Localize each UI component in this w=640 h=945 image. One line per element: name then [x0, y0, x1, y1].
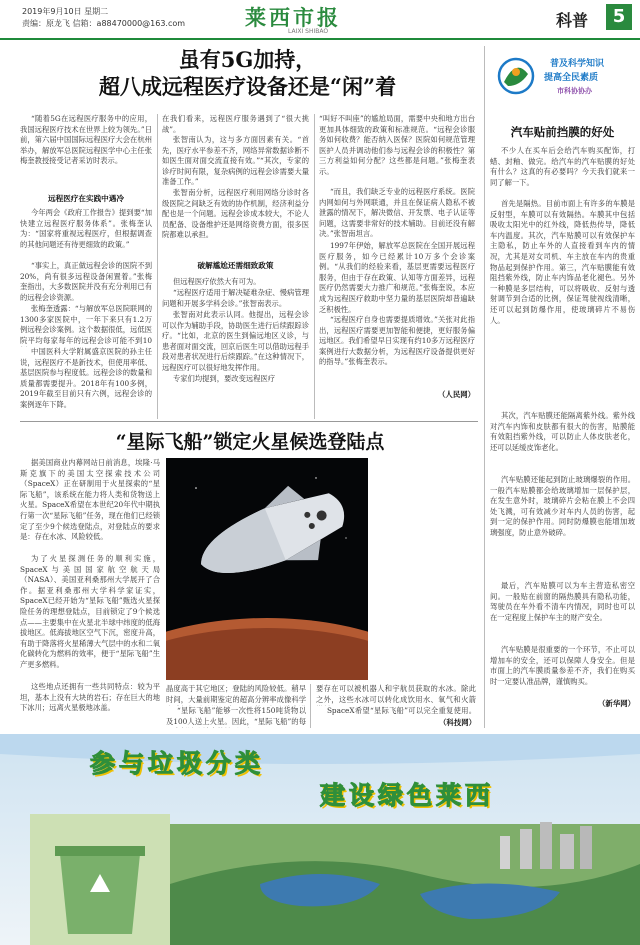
main-article-col3 — [319, 114, 475, 424]
paragraph: 专家们均提到，要改变远程医疗 — [172, 374, 276, 383]
starship-col3 — [316, 684, 476, 728]
side-article-body — [490, 146, 635, 728]
masthead-subtitle: LAIXI SHIBAO — [288, 28, 329, 35]
column-divider — [314, 114, 315, 419]
paragraph: 在我们看来，远程医疗服务遇到了“很大挑战”。 — [162, 114, 309, 134]
subheading: 破解尴尬还需细致政策 — [197, 261, 274, 270]
logo-sponsor: 市科协协办 — [557, 87, 592, 95]
paragraph: “远程医疗自身也需要提质增效。”关张对此指出，远程医疗需要更加智能和便捷，更好服务偏远地区。我们希望早日实现有约10多万远程医疗案例进行大数据分析，为远程医疗设备提供更好的指导。”张梅奎表示。 — [319, 315, 475, 367]
section-name: 科普 — [556, 11, 589, 30]
page-number-badge: 5 — [606, 4, 632, 30]
paragraph: 张智南分析，远程医疗利用网络分诊时各级医院之间缺乏有效的协作机制，经济利益分配也是一个问题。远程会诊成本较大，不论人员配备、设备维护还是网络资费方面，很多医院都难以承担。 — [162, 188, 309, 240]
logo-slogan-1: 普及科学知识 — [550, 59, 605, 69]
paragraph: 其次，汽车贴膜还能隔离紫外线。紫外线对汽车内饰和皮肤都有很大的伤害，贴膜能有效阻挡紫外线，可以防止人体皮肤老化，还可以延缓皮饰老化。 — [490, 411, 635, 452]
paragraph: 晶度高于其它地区；登陆的风险较低。稍早时间，大量前期鉴定的超高分辨率成像科学 — [166, 684, 306, 704]
section-divider — [20, 421, 478, 422]
paragraph: 汽车贴膜是很重要的一个环节，不止可以增加车的安全，还可以保障人身安全。但是市面上的汽车膜质量参差不齐，我们在购买时一定要认准品牌，谨慎购买。 — [490, 645, 635, 686]
issue-date: 2019年9月10日 星期二 — [22, 7, 109, 16]
paragraph: 中国医科大学附属盛京医院的孙主任说，远程医疗不是新技术，但使用率低、基层医院参与程度低。远程会诊的数量和质量都需要提升。2018年有100多例，2019年截至目前只有六例，远程会诊的案例逐年下降。 — [20, 347, 152, 409]
header-info — [22, 6, 185, 30]
banner-slogan-1: 参与垃圾分类 — [90, 749, 265, 778]
paragraph: “事实上，真正做远程会诊的医院不到20%，尚有很多远程设备闲置着。”张梅奎指出，大多数医院并没有充分利用已有的远程会诊资源。 — [20, 261, 152, 302]
main-headline-line2: 超八成远程医疗设备还是“闲”着 — [98, 74, 397, 99]
paragraph: 最后，汽车贴膜可以为车主营造私密空间。一般贴在前窗的隔热膜具有隐私功能，驾驶员在车外看不清车内情况，同时也可以在一定程度上保护车主的财产安全。 — [490, 581, 635, 622]
main-article-col2 — [162, 114, 309, 424]
paragraph: 为了火星探测任务的顺利实施，SpaceX与美国国家航空航天局（NASA）、美国亚利桑那州大学展开了合作。据亚利桑那州大学科学家证实，SpaceX已经开始为“星际飞船”甄选火星探险任务的理想登陆点，目前锁定了9个候选点——主要集中在火星北半球中纬度的低海拔地区。低海拔地区空气下沉，密度升高，有助于降落将火星稀薄大气层中的水和二氧化碳转化为燃料的效率，便于“星际飞船”生产更多燃料。 — [20, 554, 160, 669]
paragraph: SpaceX希望“星际飞船”可以完全重复使用。 — [326, 706, 476, 715]
trash-bin-icon — [60, 854, 140, 934]
subheading: 远程医疗在实践中遇冷 — [48, 194, 124, 203]
starship-headline: “星际飞船”锁定火星候选登陆点 — [115, 431, 385, 453]
paragraph: 张梅奎透露：“与解放军总医院联网的1300多家医院中，一年下来只有1.2万例远程会诊案例。这个数据很低，远低医院平均每家每年的远程会诊可能不到10 — [20, 304, 152, 345]
main-article-col1 — [20, 114, 152, 424]
paragraph: “星际飞船”能够一次性将150吨货物以及100人送上火星。因此，“星际飞船”的每 — [166, 706, 306, 726]
side-headline: 汽车贴前挡膜的好处 — [510, 125, 615, 139]
starship-photo — [166, 458, 368, 680]
starship-col1 — [20, 458, 160, 726]
spacecraft-image — [166, 458, 368, 680]
paragraph: 首先是隔热。目前市面上有许多的车膜是反射型，车膜可以有效隔热。车膜其中包括吸收太阳光中的红外线，降低热传导，降低车内温度。其次，汽车贴膜可以有效保护车主隐私，防止车外的人直接看到车内的情况，尤其是对女司机、车主放在车内的贵重物品起到保护作用。第三，汽车贴膜能有效阻挡紫外线，防止车内饰品老化褪色。另外一种膜是多层结构，可以将吸收、反射与透射调节到合适的比例，保证驾驶视线清晰，还可以起到防爆作用，使玻璃碎片不易伤人。 — [490, 199, 635, 325]
paragraph: “远程医疗适用于解决疑难杂症、慢病管理问题和开展多学科会诊。”张智南表示。 — [162, 288, 309, 308]
paragraph: 要存在可以被机器人和宇航员获取的水冰。除此之外，这些水冰可以转化成饮用水、氧气和火箭 — [316, 684, 476, 704]
main-headline — [20, 46, 475, 100]
paragraph: 1997年伊始，解放军总医院在全国开展远程医疗服务，如今已经累计10万多个会诊案例。“从我们的经验来看，基层更需要远程医疗服务，但由于存在政策、认知等方面差异，远程医疗仍然需要大力推广和规范。”张梅奎说，本应成为远程医疗救助中坚力量的基层医院却普遍缺乏积极性。 — [319, 241, 475, 314]
article-source: （新华网） — [598, 699, 635, 708]
paragraph: “随着5G在远程医疗服务中的应用，我国远程医疗技术在世界上较为领先。”日前，第六届中国国际远程医疗大会在杭州举办，解放军总医院远程医学中心主任张梅奎教授接受记者采访时表示。 — [20, 114, 152, 166]
paragraph: 但远程医疗依然大有可为。 — [172, 277, 261, 286]
starship-col2 — [166, 684, 306, 728]
banner-slogan-2: 建设绿色莱西 — [320, 781, 495, 810]
paragraph: 不少人在买车后会给汽车购买配饰，打蜡、封釉、做完。给汽车的汽车贴膜的好处有什么？这真的有必要吗？今天我们就来一同了解一下。 — [490, 146, 635, 187]
article-source: （人民网） — [438, 390, 475, 399]
paragraph: “而且，我们缺乏专业的远程医疗系统。医院内网如何与外网联通，并且在保证病人隐私不被泄露的情况下，解决微信、开发票、电子认证等问题，这需要非常好的技术辅助。目前还没有解决。”张智南坦言。 — [319, 187, 475, 239]
editor-contact: 责编：原龙飞 信箱：a88470000@163.com — [22, 19, 186, 28]
newspaper-masthead: 莱西市报 — [245, 5, 341, 30]
column-divider — [157, 114, 158, 419]
paragraph: 据美国商业内幕网站日前消息，埃隆·马斯克旗下的美国太空探索技术公司（SpaceX）正在研制用于火星探索的“星际飞船”，该系统在能力将人类和货物送上火星。SpaceX希望在本世纪20年代中期执行第一次“星际飞船”任务，现在他们已经锁定了至少9个候选登陆点，对登陆点的要求是：存在水冰、风险较低。 — [20, 458, 160, 542]
paragraph: 张智南对此表示认同。他提出，远程会诊可以作为辅助手段，协助医生进行后续跟踪诊疗。“比如，北京的医生到偏远地区义诊，与患者面对面交流，回京后医生可以借助远程手段对患者状况进行后续跟踪。”在这种情况下，远程医疗可以很好地发挥作用。 — [162, 310, 309, 372]
paragraph: 张智南认为，这与多方面因素有关。“首先，医疗水平参差不齐，网络异常数据诊断不如医生面对面交流直接有效。”“其次，专家的诊疗时间有限，复杂病例的远程会诊需要大量准备工作。” — [162, 135, 309, 187]
side-column-divider — [484, 46, 485, 728]
main-headline-line1: 虽有5G加持， — [178, 47, 317, 72]
article-source: （科技网） — [439, 718, 476, 727]
column-divider — [310, 684, 311, 728]
paragraph: 汽车贴膜还能起到防止玻璃爆裂的作用。一般汽车贴膜都会给玻璃增加一层保护层，在发生意外时，玻璃碎片会粘在膜上不会四处飞溅，可有效减少对车内人员的伤害，起到一定的保护作用。同时防爆膜也能增加玻璃强度，防止意外破碎。 — [490, 475, 635, 537]
paragraph: 这些地点还拥有一些共同特点：较为平坦，基本上没有大块的岩石；存在巨大的地下冰川；远离火星极地冰盖。 — [20, 682, 160, 713]
paragraph: 今年两会《政府工作报告》提到要“加快建立远程医疗服务体系”。张梅奎认为：“国家将重视远程医疗，但根据调查的其他问题还有待更细致的政策。” — [20, 208, 152, 249]
logo-slogan-2: 提高全民素质 — [544, 73, 599, 83]
paragraph: “叫好不叫座”的尴尬局面，需要中央和地方出台更加具体细致的政策和标准规范。“远程会诊服务如何收费？能否纳入医保？医院如何规范管理医护人员并调动他们参与远程会诊的积极性？第三方利益如何分配？这些都是问题。”张梅奎表示。 — [319, 114, 475, 176]
